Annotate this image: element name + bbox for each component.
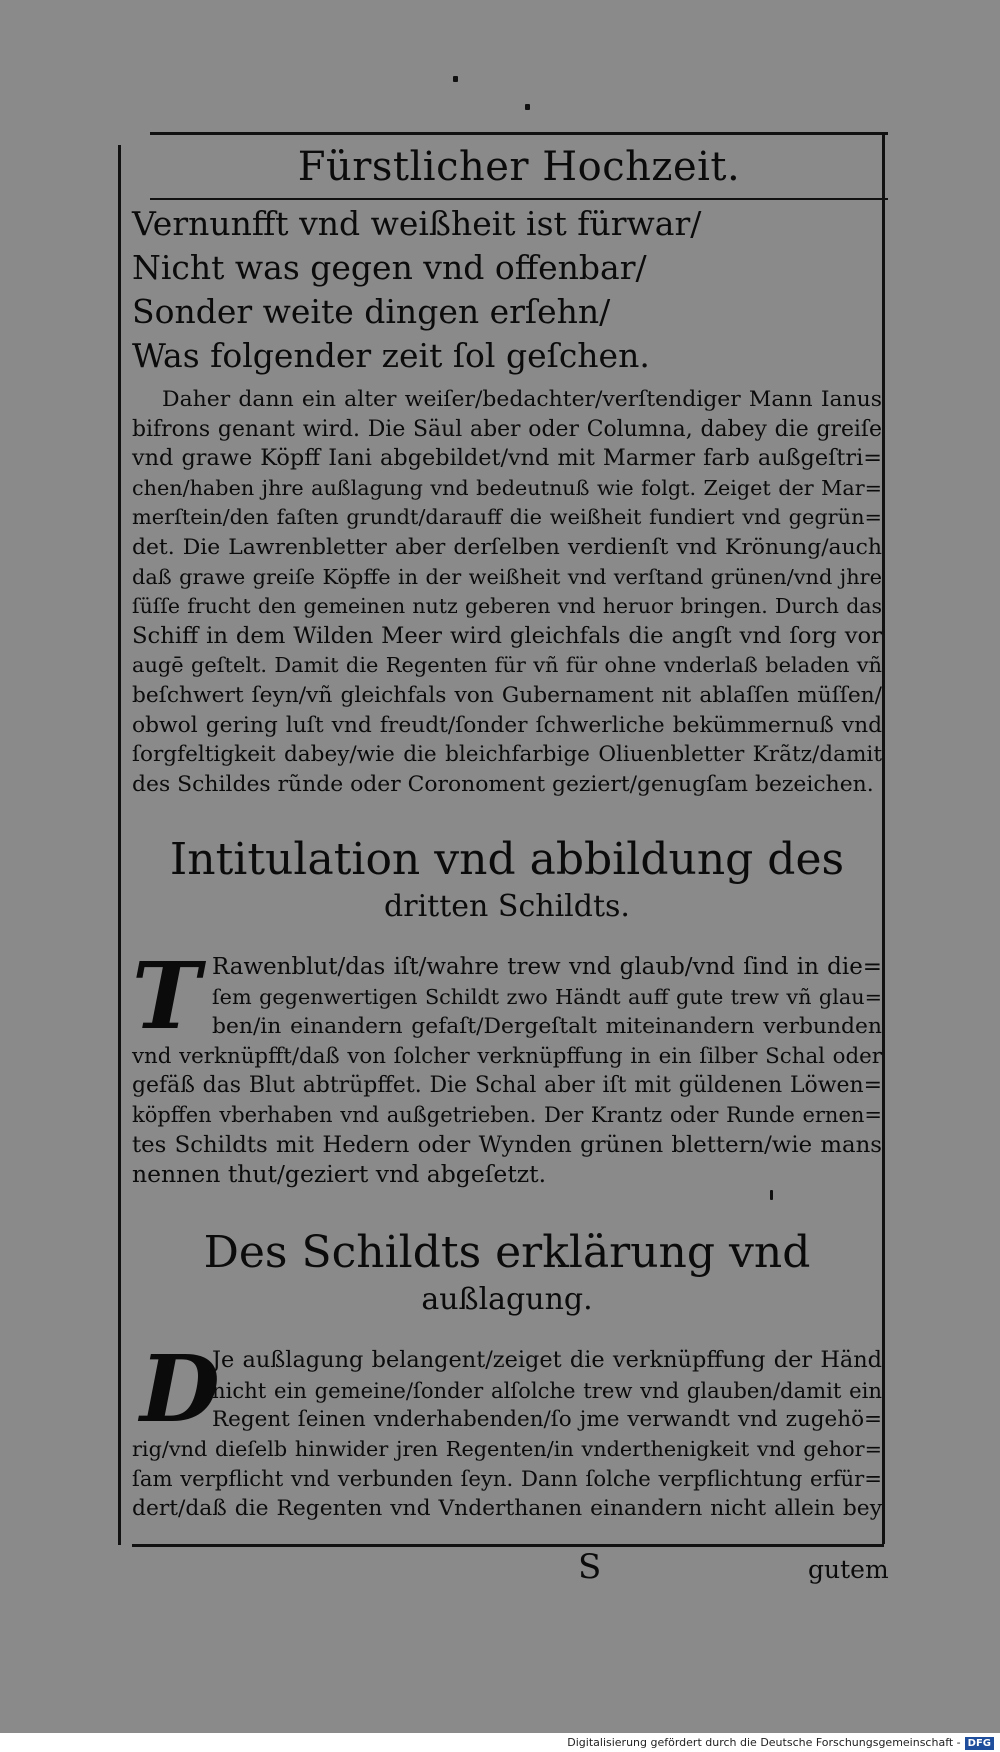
catchword: gutem	[808, 1555, 889, 1584]
verse-line: Was folgender zeit ſol geſchen.	[132, 336, 650, 375]
right-rule	[882, 132, 885, 1544]
text-line: ſorgfeltigkeit dabey/wie die bleichfarbige Oliuenbletter Krãtz/damit	[132, 742, 882, 768]
text-line: nicht ein gemeine/ſonder alſolche trew vnd glauben/damit ein	[212, 1377, 882, 1403]
section-heading-1	[132, 833, 882, 927]
signature-mark: S	[578, 1547, 602, 1587]
ink-speck	[453, 76, 458, 82]
drop-cap-initial: T	[132, 942, 201, 1050]
text-line: vnd grawe Köpff Iani abgebildet/vnd mit Marmer farb außgeſtri=	[132, 445, 882, 472]
text-line: köpffen vberhaben vnd außgetrieben. Der Krantz oder Runde ernen=	[132, 1102, 882, 1127]
top-rule	[150, 132, 888, 135]
text-line: Rawenblut/das iſt/wahre trew vnd glaub/vnd ſind in die=	[212, 954, 882, 980]
left-rule	[118, 145, 121, 1545]
bottom-rule	[132, 1544, 884, 1547]
footer-credit: Digitalisierung gefördert durch die Deutsche Forschungsgemeinschaft -	[567, 1736, 961, 1749]
heading-line: Des Schildts erklärung vnd	[203, 1227, 811, 1278]
text-line: Regent ſeinen vnderhabenden/ſo jme verwandt vnd zugehö=	[212, 1407, 882, 1433]
text-line: bifrons genant wird. Die Säul aber oder Columna, dabey die greiſe	[132, 416, 882, 442]
text-line: ſüſſe frucht den gemeinen nutz geberen vnd heruor bringen. Durch das	[132, 594, 882, 619]
text-line: ſam verpflicht vnd verbunden ſeyn. Dann ſolche verpflichtung erfür=	[132, 1466, 882, 1492]
text-line: augē geſtelt. Damit die Regenten für vñ für ohne vnderlaß beladen vñ	[132, 653, 882, 678]
text-line: beſchwert ſeyn/vñ gleichfals von Gubernament nit ablaſſen müſſen/	[132, 682, 882, 708]
text-line: Daher dann ein alter weiſer/bedachter/verſtendiger Mann Ianus	[162, 387, 882, 412]
verse-line: Nicht was gegen vnd offenbar/	[132, 248, 647, 287]
heading-line: Intitulation vnd abbildung des	[169, 834, 845, 885]
text-line: dert/daß die Regenten vnd Vnderthanen einandern nicht allein bey	[132, 1495, 882, 1521]
text-line: ſem gegenwertigen Schildt zwo Händt auff gute trew vñ glau=	[212, 984, 882, 1009]
drop-cap-initial: D	[140, 1335, 220, 1443]
text-line: tes Schildts mit Hedern oder Wynden grünen blettern/wie mans	[132, 1131, 882, 1158]
text-line: chen/haben jhre außlagung vnd bedeutnuß wie folgt. Zeiget der Mar=	[132, 475, 882, 500]
dfg-logo: DFG	[965, 1737, 994, 1750]
text-line: daß grawe greiſe Köpffe in der weißheit vnd verſtand grünen/vnd jhre	[132, 564, 882, 589]
running-head: Fürstlicher Hochzeit.	[297, 144, 741, 190]
verse-line: Vernunfft vnd weißheit ist fürwar/	[132, 204, 702, 243]
heading-line: dritten Schildts.	[384, 889, 630, 924]
text-line: merſtein/den faſten grundt/darauff die weißheit fundiert vnd gegrün=	[132, 505, 882, 530]
text-line: det. Die Lawrenbletter aber derſelben verdienſt vnd Krönung/auch	[132, 534, 882, 560]
heading-line: außlagung.	[421, 1282, 593, 1317]
digitization-footer	[0, 1733, 1000, 1752]
paragraph-1	[132, 385, 882, 799]
text-line: Schiff in dem Wilden Meer wird gleichfals die angſt vnd ſorg vor	[132, 622, 882, 649]
text-line: vnd verknüpfft/daß von ſolcher verknüpffung in ein ſilber Schal oder	[132, 1043, 882, 1069]
text-line: des Schildes rũnde oder Coronoment geziert/genugſam bezeichen.	[132, 771, 874, 797]
verse-block	[132, 202, 872, 378]
text-line: rig/vnd dieſelb hinwider jren Regenten/in vnderthenigkeit vnd gehor=	[132, 1436, 882, 1461]
text-line: gefäß das Blut abtrüpffet. Die Schal aber iſt mit güldenen Löwen=	[132, 1073, 882, 1099]
text-line: obwol gering luſt vnd freudt/ſonder ſchwerliche bekümmernuß vnd	[132, 712, 882, 738]
ink-speck	[770, 1190, 773, 1200]
paragraph-2	[132, 953, 882, 1190]
text-line: nennen thut/geziert vnd abgeſetzt.	[132, 1160, 547, 1189]
header-rule	[150, 198, 888, 200]
text-line: Je außlagung belangent/zeiget die verknüpffung der Händ	[212, 1347, 882, 1373]
verse-line: Sonder weite dingen erſehn/	[132, 292, 611, 331]
ink-speck	[525, 104, 530, 110]
section-heading-2	[132, 1226, 882, 1320]
paragraph-3	[132, 1346, 882, 1524]
text-line: ben/in einandern gefaſt/Dergeſtalt miteinandern verbunden	[212, 1014, 882, 1040]
